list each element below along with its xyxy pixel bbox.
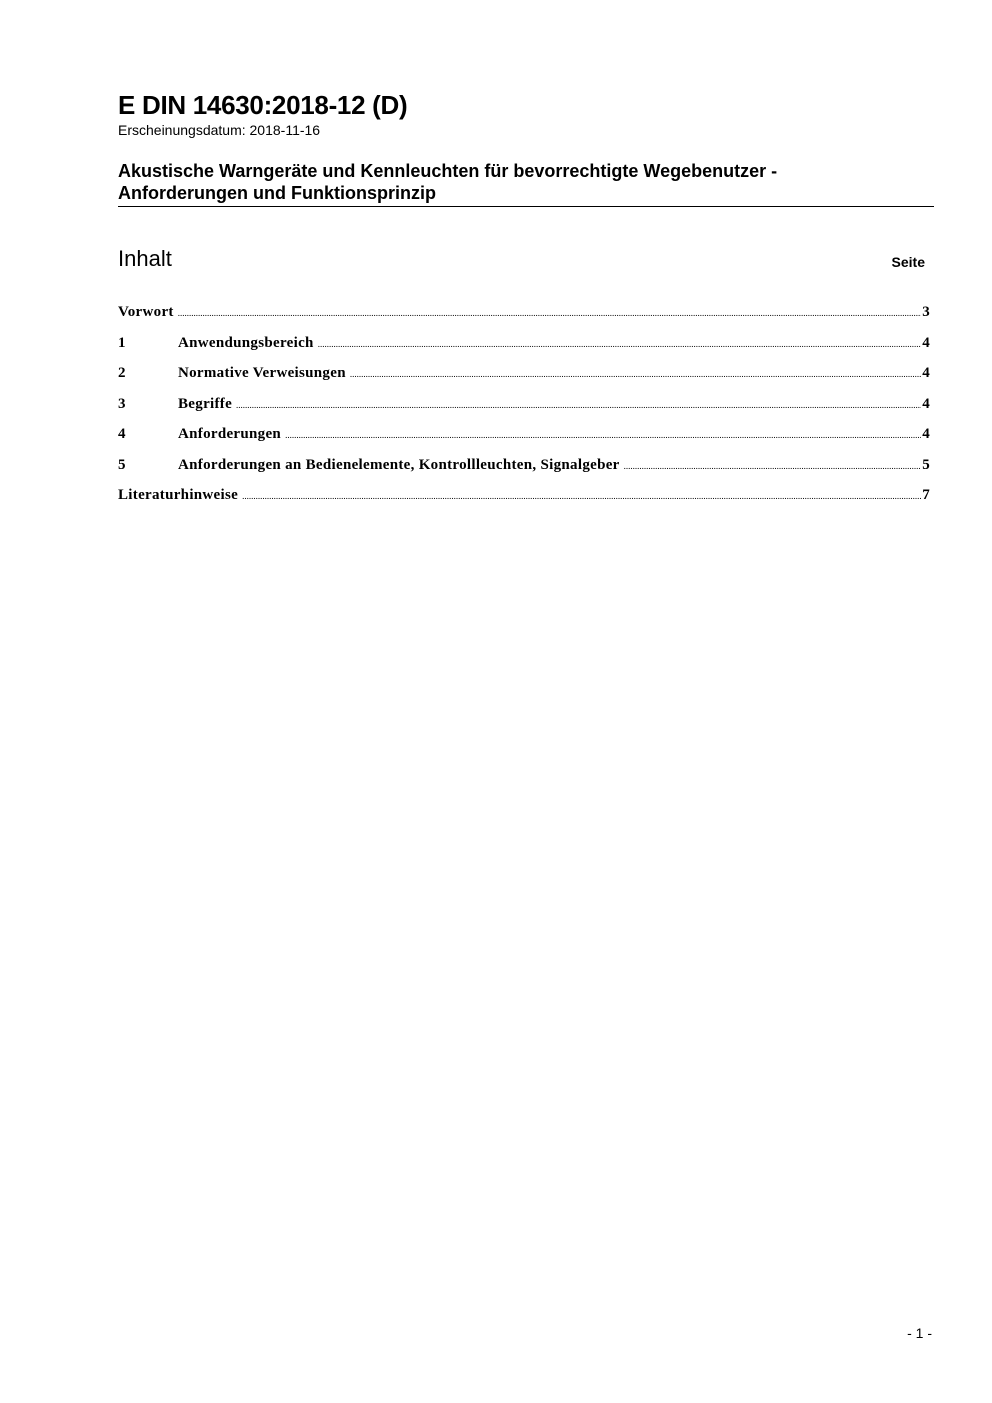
toc-entry-page: 4 [922, 365, 930, 381]
toc-entry-title: Anforderungen an Bedienelemente, Kontrollleuchten, Signalgeber [178, 456, 620, 473]
toc-entry-literaturhinweise[interactable] [118, 483, 930, 514]
document-title-line-1: Akustische Warngeräte und Kennleuchten für bevorrechtigte Wegebenutzer - [118, 161, 778, 181]
document-id: E DIN 14630:2018-12 (D) [118, 90, 408, 120]
toc-page-column-label: Seite [891, 254, 925, 270]
toc-dot-leader [178, 301, 921, 325]
toc-entry-4[interactable] [118, 422, 930, 453]
toc-entry-1[interactable] [118, 331, 930, 362]
toc-entry-title: Normative Verweisungen [178, 365, 346, 381]
toc-dot-leader [236, 393, 921, 417]
toc-entry-title: Anwendungsbereich [178, 334, 314, 351]
toc-entry-number: 5 [118, 456, 126, 473]
toc-entry-2[interactable] [118, 361, 930, 392]
toc-dot-leader [318, 332, 922, 356]
toc-entry-page: 4 [922, 334, 930, 351]
publication-date: Erscheinungsdatum: 2018-11-16 [118, 122, 321, 138]
toc-entry-page: 4 [922, 426, 930, 442]
toc-entry-title: Anforderungen [178, 426, 282, 442]
toc-heading: Inhalt [118, 246, 172, 271]
toc-entry-3[interactable] [118, 392, 930, 423]
toc-entry-5[interactable] [118, 453, 930, 484]
toc-entry-number: 4 [118, 426, 126, 442]
toc-dot-leader [242, 484, 921, 508]
table-of-contents [118, 300, 930, 514]
document-title [118, 160, 934, 207]
toc-entry-page: 5 [922, 456, 930, 473]
toc-dot-leader [350, 362, 921, 386]
toc-entry-page: 4 [922, 395, 930, 412]
document-title-line-2: Anforderungen und Funktionsprinzip [118, 183, 436, 203]
toc-entry-number: 2 [118, 365, 126, 381]
toc-dot-leader [285, 423, 921, 447]
toc-dot-leader [624, 454, 922, 478]
toc-entry-page: 3 [922, 304, 930, 320]
toc-entry-title: Vorwort [118, 304, 174, 320]
page-number: - 1 - [907, 1325, 932, 1341]
toc-entry-page: 7 [922, 487, 930, 503]
toc-entry-number: 1 [118, 334, 126, 351]
toc-entry-vorwort[interactable] [118, 300, 930, 331]
toc-entry-title: Begriffe [178, 395, 233, 412]
toc-entry-title: Literaturhinweise [118, 487, 239, 503]
toc-entry-number: 3 [118, 395, 126, 412]
